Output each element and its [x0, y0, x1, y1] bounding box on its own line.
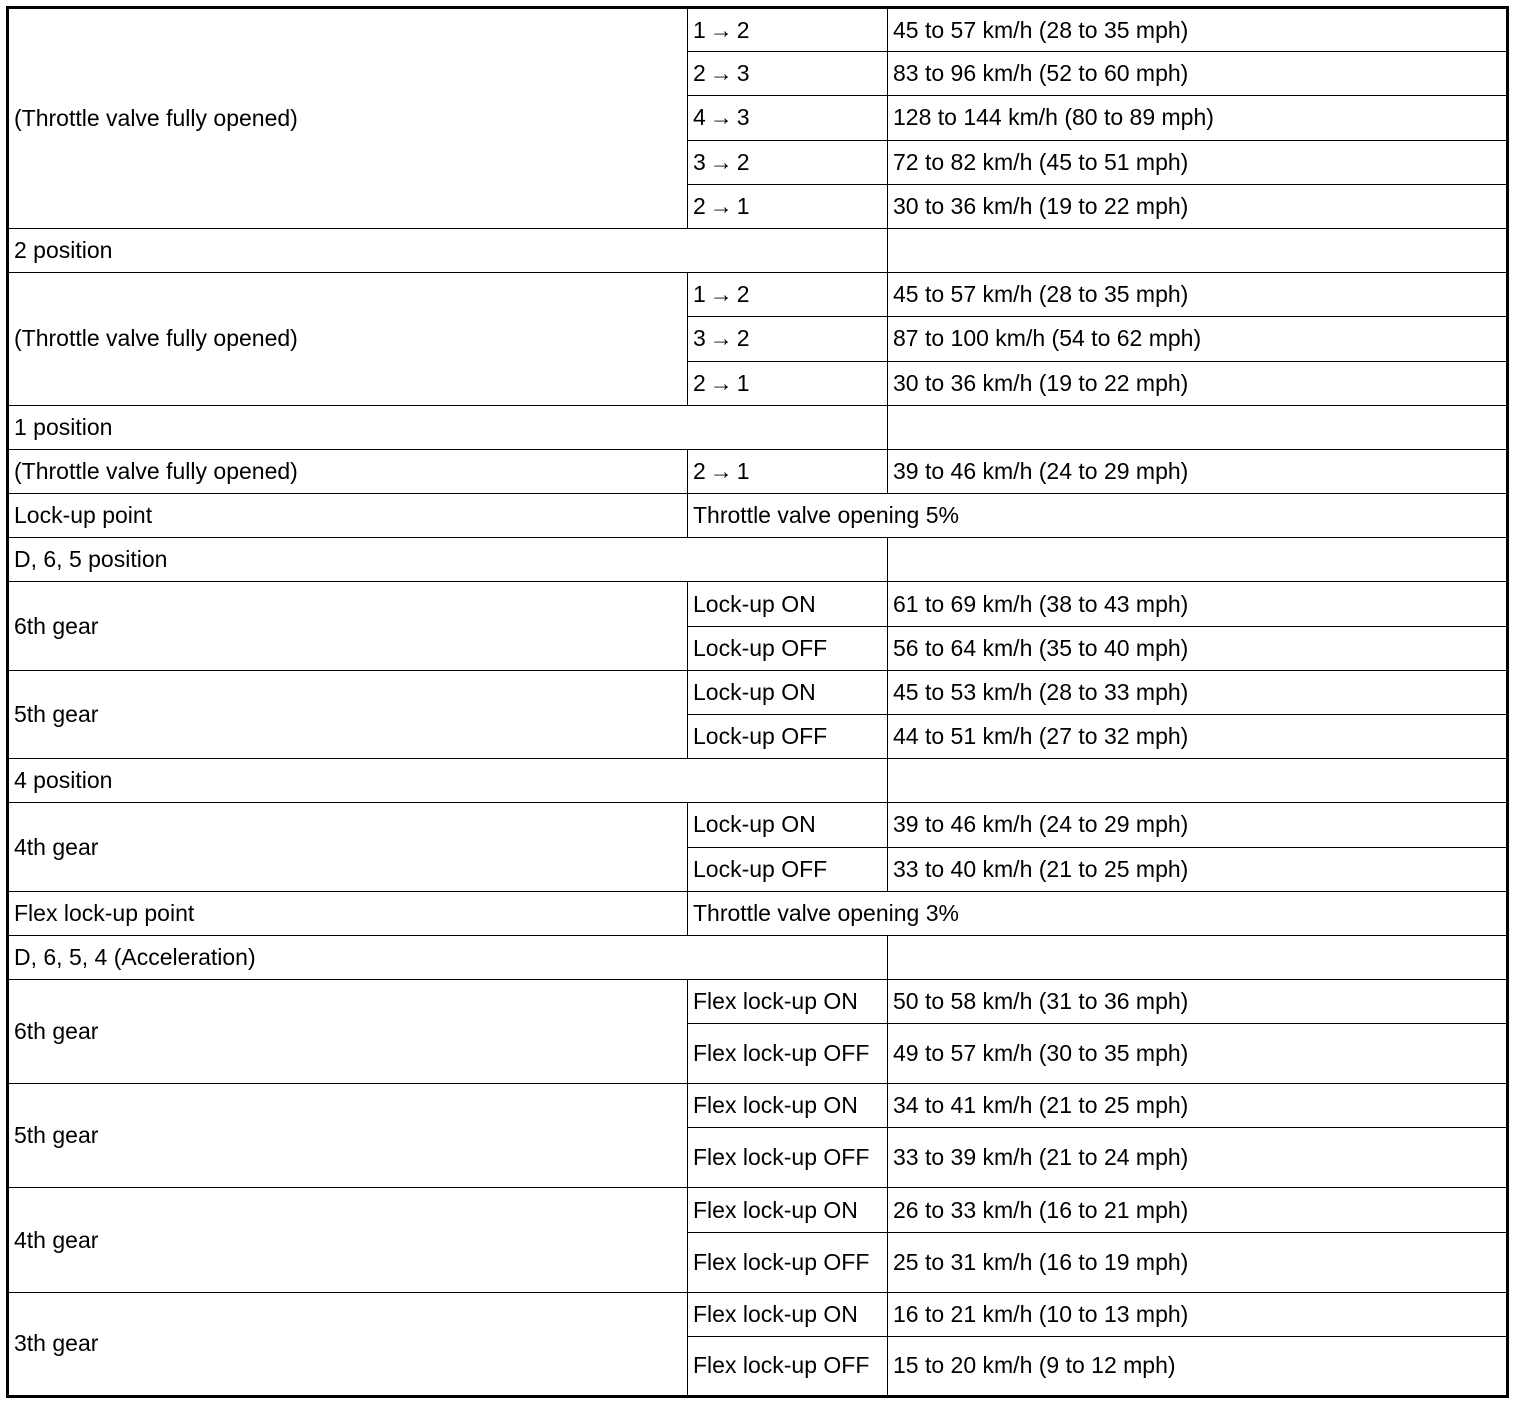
- shift-cell: 1 → 2: [688, 273, 888, 317]
- speed-cell: 39 to 46 km/h (24 to 29 mph): [888, 803, 1508, 847]
- shift-cell: 1 → 2: [688, 8, 888, 52]
- speed-cell: 44 to 51 km/h (27 to 32 mph): [888, 715, 1508, 759]
- section-header: 4 position: [8, 759, 888, 803]
- speed-cell: 15 to 20 km/h (9 to 12 mph): [888, 1336, 1508, 1396]
- lockup-state-cell: Lock-up ON: [688, 803, 888, 847]
- empty-cell: [888, 405, 1508, 449]
- table-row: [8, 582, 1508, 626]
- table-row: [8, 405, 1508, 449]
- condition-cell: (Throttle valve fully opened): [8, 273, 688, 406]
- speed-cell: 33 to 40 km/h (21 to 25 mph): [888, 847, 1508, 891]
- speed-cell: 49 to 57 km/h (30 to 35 mph): [888, 1024, 1508, 1084]
- empty-cell: [888, 228, 1508, 272]
- table-row: [8, 449, 1508, 493]
- speed-cell: 45 to 57 km/h (28 to 35 mph): [888, 8, 1508, 52]
- lockup-state-cell: Lock-up ON: [688, 670, 888, 714]
- flex-state-cell: Flex lock-up OFF: [688, 1232, 888, 1292]
- gear-cell: 4th gear: [8, 1188, 688, 1292]
- lockup-state-cell: Lock-up OFF: [688, 847, 888, 891]
- table-row: [8, 891, 1508, 935]
- section-header: D, 6, 5, 4 (Acceleration): [8, 935, 888, 979]
- speed-cell: 25 to 31 km/h (16 to 19 mph): [888, 1232, 1508, 1292]
- table-row: [8, 980, 1508, 1024]
- gear-cell: 6th gear: [8, 582, 688, 670]
- shift-cell: 2 → 1: [688, 361, 888, 405]
- speed-cell: 83 to 96 km/h (52 to 60 mph): [888, 52, 1508, 96]
- flex-point-label: Flex lock-up point: [8, 891, 688, 935]
- empty-cell: [888, 538, 1508, 582]
- section-header: D, 6, 5 position: [8, 538, 888, 582]
- speed-cell: 45 to 57 km/h (28 to 35 mph): [888, 273, 1508, 317]
- condition-cell: (Throttle valve fully opened): [8, 8, 688, 229]
- table-row: [8, 1084, 1508, 1128]
- flex-state-cell: Flex lock-up ON: [688, 1292, 888, 1336]
- flex-point-value: Throttle valve opening 3%: [688, 891, 1508, 935]
- lockup-state-cell: Lock-up OFF: [688, 626, 888, 670]
- speed-cell: 87 to 100 km/h (54 to 62 mph): [888, 317, 1508, 361]
- shift-cell: 3 → 2: [688, 140, 888, 184]
- flex-state-cell: Flex lock-up ON: [688, 1188, 888, 1232]
- speed-cell: 30 to 36 km/h (19 to 22 mph): [888, 184, 1508, 228]
- lockup-state-cell: Lock-up ON: [688, 582, 888, 626]
- table-row: [8, 494, 1508, 538]
- table-row: [8, 228, 1508, 272]
- lockup-point-value: Throttle valve opening 5%: [688, 494, 1508, 538]
- shift-speed-table: [6, 6, 1509, 1398]
- arrow-right-icon: →: [709, 457, 733, 484]
- shift-cell: 2 → 1: [688, 184, 888, 228]
- table-row: [8, 538, 1508, 582]
- speed-cell: 45 to 53 km/h (28 to 33 mph): [888, 670, 1508, 714]
- table-row: [8, 935, 1508, 979]
- gear-cell: 3th gear: [8, 1292, 688, 1396]
- speed-cell: 72 to 82 km/h (45 to 51 mph): [888, 140, 1508, 184]
- speed-cell: 33 to 39 km/h (21 to 24 mph): [888, 1128, 1508, 1188]
- shift-cell: 2 → 3: [688, 52, 888, 96]
- empty-cell: [888, 759, 1508, 803]
- arrow-right-icon: →: [709, 16, 733, 43]
- speed-cell: 50 to 58 km/h (31 to 36 mph): [888, 980, 1508, 1024]
- shift-cell: 2 → 1: [688, 449, 888, 493]
- shift-cell: 3 → 2: [688, 317, 888, 361]
- flex-state-cell: Flex lock-up OFF: [688, 1024, 888, 1084]
- gear-cell: 6th gear: [8, 980, 688, 1084]
- flex-state-cell: Flex lock-up ON: [688, 1084, 888, 1128]
- gear-cell: 5th gear: [8, 1084, 688, 1188]
- arrow-right-icon: →: [709, 148, 733, 175]
- table-row: [8, 8, 1508, 52]
- arrow-right-icon: →: [709, 369, 733, 396]
- speed-cell: 30 to 36 km/h (19 to 22 mph): [888, 361, 1508, 405]
- empty-cell: [888, 935, 1508, 979]
- speed-cell: 26 to 33 km/h (16 to 21 mph): [888, 1188, 1508, 1232]
- speed-cell: 61 to 69 km/h (38 to 43 mph): [888, 582, 1508, 626]
- speed-cell: 39 to 46 km/h (24 to 29 mph): [888, 449, 1508, 493]
- flex-state-cell: Flex lock-up OFF: [688, 1128, 888, 1188]
- speed-cell: 128 to 144 km/h (80 to 89 mph): [888, 96, 1508, 140]
- shift-cell: 4 → 3: [688, 96, 888, 140]
- table-row: [8, 273, 1508, 317]
- flex-state-cell: Flex lock-up OFF: [688, 1336, 888, 1396]
- section-header: 1 position: [8, 405, 888, 449]
- arrow-right-icon: →: [709, 104, 733, 131]
- gear-cell: 5th gear: [8, 670, 688, 758]
- speed-cell: 34 to 41 km/h (21 to 25 mph): [888, 1084, 1508, 1128]
- arrow-right-icon: →: [709, 281, 733, 308]
- flex-state-cell: Flex lock-up ON: [688, 980, 888, 1024]
- section-header: 2 position: [8, 228, 888, 272]
- table-row: [8, 1292, 1508, 1336]
- lockup-state-cell: Lock-up OFF: [688, 715, 888, 759]
- lockup-point-label: Lock-up point: [8, 494, 688, 538]
- table-row: [8, 1188, 1508, 1232]
- arrow-right-icon: →: [709, 325, 733, 352]
- arrow-right-icon: →: [709, 60, 733, 87]
- arrow-right-icon: →: [709, 192, 733, 219]
- speed-cell: 56 to 64 km/h (35 to 40 mph): [888, 626, 1508, 670]
- condition-cell: (Throttle valve fully opened): [8, 449, 688, 493]
- speed-cell: 16 to 21 km/h (10 to 13 mph): [888, 1292, 1508, 1336]
- table-row: [8, 759, 1508, 803]
- table-row: [8, 803, 1508, 847]
- table-row: [8, 670, 1508, 714]
- gear-cell: 4th gear: [8, 803, 688, 891]
